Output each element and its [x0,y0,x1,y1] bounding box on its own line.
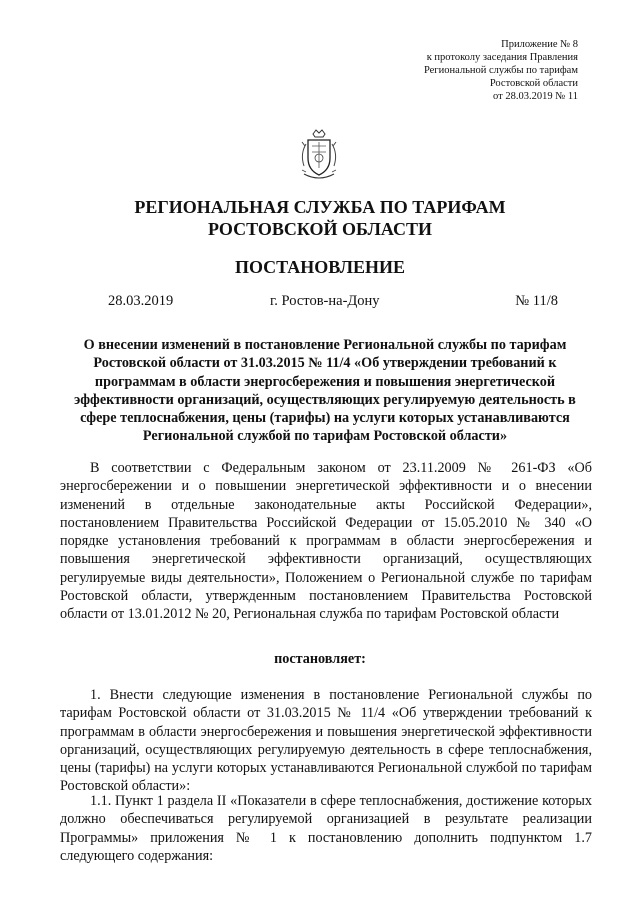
resolves-heading: постановляет: [274,651,366,667]
item-1-paragraph: 1. Внести следующие изменения в постановление Региональной службы по тарифам Ростовской области от 31.03.2015 № 11/4 «Об утверждении требований к программам в области энергосбережения и повышения энергетической эффективности организаций, осуществляющих регулируемую деятельность в сфере теплоснабжения, цены (тарифы) на услуги которых устанавливаются Региональной службой по тарифам Ростовской области»: [60,687,592,795]
item-1-1-paragraph: 1.1. Пункт 1 раздела II «Показатели в сфере теплоснабжения, достижение которых должно обеспечиваться регулируемой организацией в результате реализации Программы» приложения № 1 к постановлению дополнить подпунктом 1.7 следующего содержания: [60,793,592,864]
organization-name [0,196,640,240]
document-city: г. Ростов-на-Дону [270,293,380,309]
org-line-1: РЕГИОНАЛЬНАЯ СЛУЖБА ПО ТАРИФАМ [134,197,506,217]
org-line-2: РОСТОВСКОЙ ОБЛАСТИ [208,219,432,239]
appendix-line-1: Приложение № 8 [501,39,578,50]
appendix-line-5: от 28.03.2019 № 11 [493,91,578,102]
document-subject: О внесении изменений в постановление Региональной службы по тарифам Ростовской области от 31.03.2015 № 11/4 «Об утверждении требований к программам в области энергосбережения и повышения энергетической эффективности организаций, осуществляющих регулируемую деятельность в сфере теплоснабжения, цены (тарифы) на услуги которых устанавливаются Региональной службой по тарифам Ростовской области» [74,337,576,445]
document-date: 28.03.2019 [108,293,174,309]
appendix-note [358,38,578,103]
appendix-line-3: Региональной службы по тарифам [423,65,578,76]
appendix-line-2: к протоколу заседания Правления [426,52,578,63]
coat-of-arms-icon [296,128,342,182]
intro-paragraph: В соответствии с Федеральным законом от 23.11.2009 № 261-ФЗ «Об энергосбережении и о повышении энергетической эффективности и о внесении изменений в отдельные законодательные акты Российской Федерации», постановлением Правительства Российской Федерации от 15.05.2010 № 340 «О порядке установления требований к программам в области энергосбережения и повышения энергетической эффективности организаций, осуществляющих регулируемые виды деятельности», Положением о Региональной службе по тарифам Ростовской области, утвержденным постановлением Правительства Ростовской области от 13.01.2012 № 20, Региональная служба по тарифам Ростовской области [60,460,592,623]
document-type: ПОСТАНОВЛЕНИЕ [234,257,406,277]
appendix-line-4: Ростовской области [489,78,578,89]
document-number: № 11/8 [515,293,558,309]
